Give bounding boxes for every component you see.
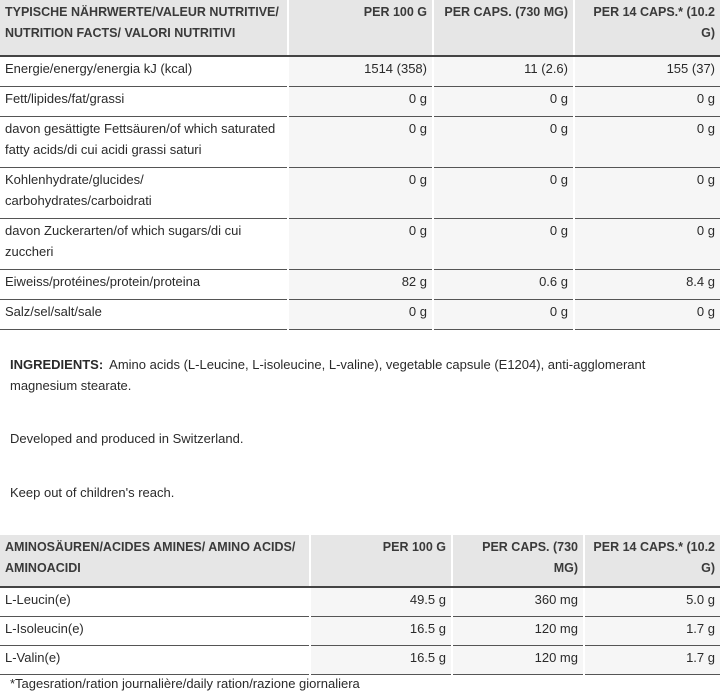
ingredients-label: INGREDIENTS: bbox=[10, 357, 104, 372]
value-per-14-capsules: 155 (37) bbox=[574, 56, 720, 87]
value-per-14-capsules: 0 g bbox=[574, 168, 720, 219]
origin-text: Developed and produced in Switzerland. bbox=[10, 431, 244, 446]
amino-header-per-14-capsules: PER 14 CAPS.* (10.2 G) bbox=[584, 535, 720, 587]
amino-row-valine bbox=[0, 646, 720, 675]
value-per-14-capsules: 0 g bbox=[574, 117, 720, 168]
value-per-capsule: 0 g bbox=[433, 117, 574, 168]
value-per-14-capsules: 0 g bbox=[574, 219, 720, 270]
nutrient-name: Kohlenhydrate/glucides/ carbohydrates/carboidrati bbox=[0, 168, 288, 219]
value-per-capsule: 0 g bbox=[433, 168, 574, 219]
value-per-100g: 16.5 g bbox=[310, 617, 452, 646]
amino-row-isoleucine bbox=[0, 617, 720, 646]
nutrition-header-per-14-capsules: PER 14 CAPS.* (10.2 G) bbox=[574, 0, 720, 56]
value-per-100g: 0 g bbox=[288, 300, 433, 330]
value-per-14-capsules: 0 g bbox=[574, 87, 720, 117]
value-per-100g: 0 g bbox=[288, 117, 433, 168]
nutrition-row-protein bbox=[0, 270, 720, 300]
nutrition-row-energy bbox=[0, 56, 720, 87]
amino-acids-table bbox=[0, 535, 720, 675]
value-per-100g: 1514 (358) bbox=[288, 56, 433, 87]
amino-acid-name: L-Leucin(e) bbox=[0, 587, 310, 617]
amino-header-per-capsule: PER CAPS. (730 MG) bbox=[452, 535, 584, 587]
value-per-capsule: 0 g bbox=[433, 87, 574, 117]
nutrition-row-salt bbox=[0, 300, 720, 330]
nutrition-header-nutrient: TYPISCHE NÄHRWERTE/VALEUR NUTRITIVE/ NUTRITION FACTS/ VALORI NUTRITIVI bbox=[0, 0, 288, 56]
value-per-capsule: 0 g bbox=[433, 219, 574, 270]
value-per-100g: 16.5 g bbox=[310, 646, 452, 675]
nutrition-header-row bbox=[0, 0, 720, 56]
value-per-14-capsules: 0 g bbox=[574, 300, 720, 330]
nutrient-name: Energie/energy/energia kJ (kcal) bbox=[0, 56, 288, 87]
nutrition-row-saturated-fat bbox=[0, 117, 720, 168]
value-per-14-capsules: 1.7 g bbox=[584, 646, 720, 675]
value-per-14-capsules: 1.7 g bbox=[584, 617, 720, 646]
value-per-capsule: 0.6 g bbox=[433, 270, 574, 300]
nutrient-name: Eiweiss/protéines/protein/proteina bbox=[0, 270, 288, 300]
value-per-capsule: 120 mg bbox=[452, 617, 584, 646]
value-per-100g: 0 g bbox=[288, 168, 433, 219]
value-per-capsule: 0 g bbox=[433, 300, 574, 330]
daily-ration-footnote: *Tagesration/ration journalière/daily ration/razione giornaliera bbox=[10, 676, 360, 691]
value-per-100g: 82 g bbox=[288, 270, 433, 300]
ingredients-paragraph bbox=[10, 354, 715, 396]
nutrition-row-fat bbox=[0, 87, 720, 117]
value-per-capsule: 360 mg bbox=[452, 587, 584, 617]
amino-acid-name: L-Isoleucin(e) bbox=[0, 617, 310, 646]
ingredients-text: Amino acids (L-Leucine, L-isoleucine, L-valine), vegetable capsule (E1204), anti-agglomerant magnesium stearate. bbox=[10, 357, 646, 393]
nutrition-row-carbohydrates bbox=[0, 168, 720, 219]
value-per-100g: 0 g bbox=[288, 219, 433, 270]
nutrition-header-per-100g: PER 100 G bbox=[288, 0, 433, 56]
amino-header-row bbox=[0, 535, 720, 587]
amino-row-leucine bbox=[0, 587, 720, 617]
value-per-14-capsules: 5.0 g bbox=[584, 587, 720, 617]
value-per-capsule: 11 (2.6) bbox=[433, 56, 574, 87]
nutrient-name: Salz/sel/salt/sale bbox=[0, 300, 288, 330]
nutrient-name: Fett/lipides/fat/grassi bbox=[0, 87, 288, 117]
value-per-100g: 0 g bbox=[288, 87, 433, 117]
amino-header-per-100g: PER 100 G bbox=[310, 535, 452, 587]
nutrition-row-sugars bbox=[0, 219, 720, 270]
nutrition-facts-table bbox=[0, 0, 720, 330]
amino-header-name: AMINOSÄUREN/ACIDES AMINES/ AMINO ACIDS/ AMINOACIDI bbox=[0, 535, 310, 587]
value-per-capsule: 120 mg bbox=[452, 646, 584, 675]
value-per-100g: 49.5 g bbox=[310, 587, 452, 617]
value-per-14-capsules: 8.4 g bbox=[574, 270, 720, 300]
nutrition-header-per-capsule: PER CAPS. (730 MG) bbox=[433, 0, 574, 56]
amino-acid-name: L-Valin(e) bbox=[0, 646, 310, 675]
nutrient-name: davon gesättigte Fettsäuren/of which saturated fatty acids/di cui acidi grassi saturi bbox=[0, 117, 288, 168]
nutrient-name: davon Zuckerarten/of which sugars/di cui zuccheri bbox=[0, 219, 288, 270]
warning-text: Keep out of children's reach. bbox=[10, 485, 175, 500]
